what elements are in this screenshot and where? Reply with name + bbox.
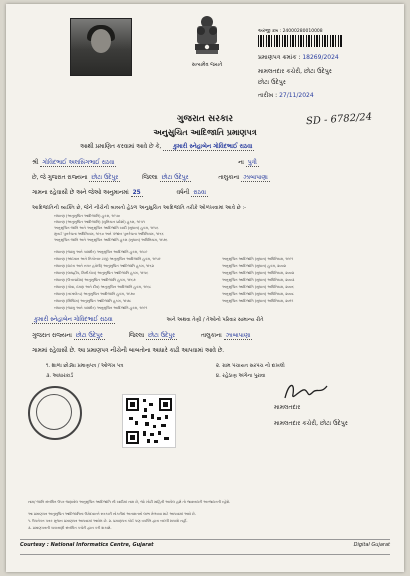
- taluka-2: છોટા ઉદેપુર: [148, 333, 176, 339]
- list-right-2: અનુસુચિત આદિજાતિ (સુધારા) અધિનિયમ, ૨૦૦૨: [222, 271, 294, 275]
- note-0: નામ/ જાતિ સંબંધિત ઉપર જણાવેલ અનુસુચિત આદિજાતિ ની યાદીમાં નામ છે, જો ખોટી માહિતી આપેલ હશે તો જવાબદારી અરજદારની રહેશે.: [28, 500, 231, 504]
- signatory-office: મામલતદાર કચેરી, છોટા ઉદેપુર: [274, 420, 348, 427]
- photo-face: [91, 29, 111, 53]
- issue-date-label: તારીખ :: [258, 92, 278, 99]
- list-right-0: અનુસુચિત આદિજાતિ (સુધારા) અધિનિયમ, ૧૯૯૧: [222, 257, 294, 261]
- name-repeat-line: [32, 317, 263, 324]
- certify-prefix: આથી પ્રમાણિત કરવામાં આવે છે કે,: [80, 144, 162, 150]
- age-suffix: વર્ષની: [176, 190, 190, 196]
- list-right-6: અનુસુચિત આદિજાતિ (સુધારા) અધિનિયમ, ૨૦૧૧: [222, 299, 294, 303]
- father-name: ગોવિંદભાઈ અલસિંગભાઈ રાઠવા: [42, 160, 115, 166]
- applicant-photo: [70, 18, 132, 76]
- footer-bar: [20, 539, 390, 555]
- village: ઝાબાપાણા: [243, 175, 268, 181]
- age-line: [32, 190, 208, 197]
- taluka: છોટા ઉદેપુર: [161, 175, 189, 181]
- basis-4: ૪. રહેઠાણ અંગેના પુરાવા: [216, 373, 266, 379]
- list-right-1: અનુસુચિત આદિજાતિ (સુધારા) હુકમ, ૨૦૦૨: [222, 264, 286, 268]
- issue-date: 27/11/2024: [279, 92, 314, 99]
- basis-3: ૩. આધારકાર્ડ: [46, 373, 74, 379]
- handwritten-number: SD - 6782/24: [305, 111, 373, 128]
- certificate-number-line: [258, 54, 339, 62]
- basis-2: ૨. ગ્રામ પંચાયત સરપંચ નો દાખલો: [216, 363, 285, 369]
- footer-brand: Digital Gujarat: [353, 542, 390, 548]
- list-right-3: અનુસુચિત આદિજાતિ (સુધારા) અધિનિયમ, ૨૦૦૩: [222, 278, 295, 282]
- schedule-intro: આદિજાતિની વ્યક્તિ છે, જેને નીચેની બાબતો હેઠળ અનુસુચિત આદિજાતિ તરીકે ઓળખવામાં આવે છે :-: [32, 205, 247, 211]
- residence-line: [32, 333, 252, 340]
- list-left-3: બંધારણ (લક્ષદ્વીપ, મિનીકોય) અનુસુચિત આદિજાતિ હુકમ, ૧૯૫૬: [54, 271, 149, 275]
- basis-1: ૧. શાળા છોડ્યા પ્રમાણપત્ર / ઓળખ પત્ર: [46, 363, 124, 369]
- state-prefix: ગુજરાત રાજ્યના: [32, 333, 72, 339]
- signatory-title: મામલતદાર: [274, 404, 301, 411]
- footer-courtesy: Courtesy : National Informatics Centre, Gujarat: [20, 542, 154, 548]
- age: 25: [132, 190, 141, 196]
- relation: પુત્રી: [247, 160, 257, 166]
- certificate-page: [6, 4, 404, 572]
- certify-line: [80, 144, 254, 151]
- taluka-2-label: તાલુકાના: [200, 333, 222, 339]
- office-line-2: છોટા ઉદેપુર: [258, 79, 286, 86]
- district-2: છોટા ઉદેપુર: [75, 333, 103, 339]
- list-left-2: બંધારણ (દાદરા અને નગર હવેલી) અનુસુચિત આદિજાતિ હુકમ, ૧૯૬૨: [54, 264, 154, 268]
- address-line: [32, 175, 270, 182]
- fine-print-0: બંધારણ (અનુસુચિત આદિજાતિ) હુકમ, ૧૯૫૦: [54, 214, 120, 218]
- applicant-name: કુમારી સ્નેહાબેન ગોવિંદભાઈ રાઠવા: [163, 144, 254, 151]
- certificate-number: 18269/2024: [302, 54, 339, 61]
- fine-print-4: અનુસુચિત જાતિ અને અનુસુચિત આદિજાતિ હુકમ (સુધારા) અધિનિયમ, ૧૯૭૬: [54, 238, 168, 242]
- list-left-0: બંધારણ (જમ્મુ અને કાશ્મીર) અનુસુચિત આદિજાતિ હુકમ, ૧૯૮૯: [54, 250, 148, 254]
- fine-print-1: બંધારણ (અનુસુચિત આદિજાતિ) (યુનિયન પ્રદેશો) હુકમ, ૧૯૫૧: [54, 220, 145, 224]
- office-stamp: [28, 386, 82, 440]
- list-left-7: બંધારણ (સિક્કિમ) અનુસુચિત આદિજાતિ હુકમ, ૧૯૭૮: [54, 299, 132, 303]
- list-left-1: બંધારણ (અંદમાન અને નિકોબાર ટાપુ) અનુસુચિત આદિજાતિ હુકમ, ૧૯૫૯: [54, 257, 161, 261]
- national-emblem-icon: [190, 14, 224, 62]
- list-left-4: બંધારણ (ઉત્તરપ્રદેશ) અનુસુચિત આદિજાતિ હુકમ, ૧૯૬૭: [54, 278, 136, 282]
- district-2-label: જિલ્લા: [128, 333, 145, 339]
- list-left-5: બંધારણ (ગોવા, દમણ અને દીવ) અનુસુચિત આદિજાતિ હુકમ, ૧૯૬૮: [54, 285, 152, 289]
- government-heading: ગુજરાત સરકાર: [176, 114, 234, 124]
- village-2: ઝાબાપાણા: [225, 333, 251, 339]
- note-2: ૧. ઉપરોક્ત પત્રક મુજબ પ્રમાણપત્ર આપવામાં આવેલ છે. ૨. પ્રમાણપત્ર કોઈ પણ વ્યક્તિ દ્વારા બદલી શકાશે નહીં.: [28, 519, 188, 523]
- father-prefix: શ્રી: [32, 160, 39, 166]
- note-1: આ પ્રમાણપત્ર અનુસુચિત આદિજાતિના ઉમેદવારને સરકારી નોકરીમાં અનામતનો લાભ મેળવવા માટે આપવામાં આવે છે.: [28, 512, 196, 516]
- qr-code: [122, 394, 176, 448]
- relation-label: ના: [238, 160, 244, 166]
- application-number: અરજી ક્રમ : 24000280010008: [258, 29, 323, 34]
- certificate-title: અનુસુચિત આદિજાતિ પ્રમાણપત્ર: [153, 128, 257, 137]
- name-repeat: કુમારી સ્નેહાબેન ગોવિંદભાઈ રાઠવા: [34, 317, 113, 323]
- district-label: જિલ્લા: [142, 175, 158, 181]
- issued-basis-line: ગામમાં રહેવાસી છે. આ પ્રમાણપત્ર નીચેની બાબતોના આધારે કાઢી આપવામાં આવે છે.: [32, 348, 225, 354]
- father-line: [32, 160, 259, 167]
- office-stamp-inner: [36, 394, 72, 430]
- issue-date-line: [258, 92, 314, 100]
- fine-print-2: અનુસુચિત જાતિ અને અનુસુચિત આદિજાતિ યાદી (સુધારા) હુકમ, ૧૯૫૬: [54, 226, 159, 230]
- list-right-5: અનુસુચિત આદિજાતિ (સુધારા) અધિનિયમ, ૨૦૦૮: [222, 292, 294, 296]
- taluka-label: તાલુકાના: [218, 175, 240, 181]
- fine-print-3: મુંબઈ પુનર્રચના અધિનિયમ, ૧૯૬૦ અને પંજાબ પુનર્રચના અધિનિયમ, ૧૯૬૬: [54, 232, 164, 236]
- caste: રાઠવા: [193, 190, 207, 196]
- list-left-8: બંધારણ (જમ્મુ અને કાશ્મીર) અનુસુચિત આદિજાતિ હુકમ, ૧૯૯૧: [54, 306, 148, 310]
- signature-mark: [281, 380, 331, 404]
- address-prefix: છે, જે ગુજરાત રાજ્યના: [32, 175, 88, 181]
- list-left-6: બંધારણ (નાગાલેન્ડ) અનુસુચિત આદિજાતિ હુકમ, ૧૯૭૦: [54, 292, 135, 296]
- district: છોટા ઉદેપુર: [91, 175, 119, 181]
- list-right-4: અનુસુચિત આદિજાતિ (સુધારા) અધિનિયમ, ૨૦૦૬: [222, 285, 294, 289]
- certificate-number-label: પ્રમાણપત્ર ક્રમાંક :: [258, 54, 301, 61]
- emblem-caption: સત્યમેવ જયતે: [191, 62, 223, 68]
- note-3: ૩. પ્રમાણપત્રની ચકાસણી સંબંધિત કચેરી દ્વારા કરી શકાશે.: [28, 526, 112, 530]
- residence-suffix: અને અથવા તેણી / તેઓનો પરિવાર સામાન્ય રીતે: [166, 317, 264, 323]
- age-prefix: ગામના રહેવાસી છે અને જેઓ અનુમાનમાં: [32, 190, 129, 196]
- barcode: [258, 35, 342, 47]
- office-line-1: મામલતદાર કચેરી, છોટા ઉદેપુર: [258, 68, 332, 75]
